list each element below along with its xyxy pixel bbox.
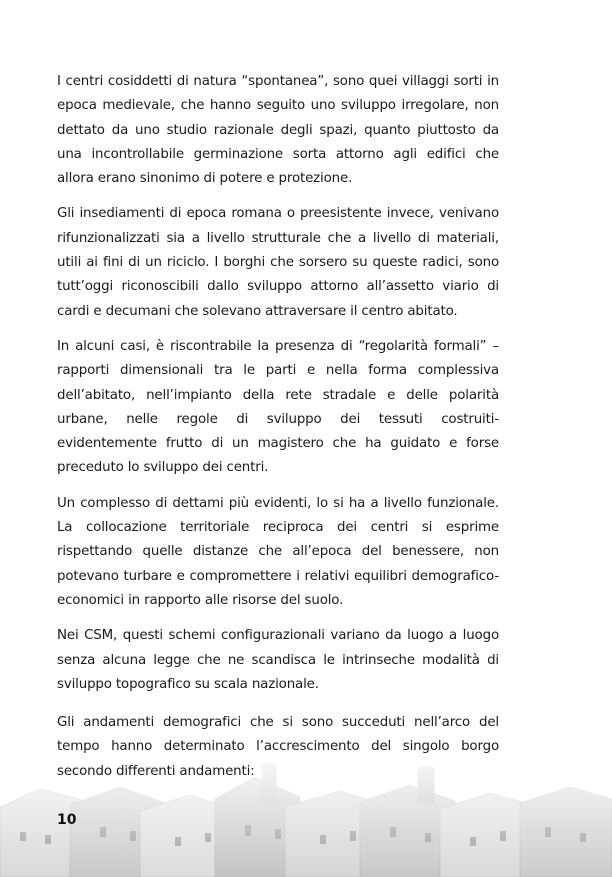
paragraph-csm-schemi: Nei CSM, questi schemi configurazionali variano da luogo a luogo senza alcuna legge che ne scandisca le intrinseche modalità di sviluppo topografico su scala nazionale. [57, 628, 499, 692]
paragraph-dettami-funzionali: Un complesso di dettami più evidenti, lo si ha a livello funzionale. La collocazione territoriale reciproca dei centri si esprime rispettando quelle distanze che all’epoca del benessere, non potevano turbare e compromettere i relativi equilibri demografico-economici in rapporto alle risorse del suolo. [57, 495, 499, 608]
paragraph-insediamenti-romani: Gli insediamenti di epoca romana o preesistente invece, venivano rifunzionalizzati sia a livello strutturale che a livello di materiali, utili ai fini di un riciclo. I borghi che sorsero su queste radici, sono tutt’oggi riconoscibili dallo sviluppo attorno all’assetto viario di cardi e decumani che solevano attraversare il centro abitato. [57, 206, 499, 319]
paragraph-andamenti-demografici: Gli andamenti demografici che si sono succeduti nell’arco del tempo hanno determinato l’accrescimento del singolo borgo secondo differenti andamenti: [57, 715, 499, 779]
paragraph-centri-spontanei: I centri cosiddetti di natura “spontanea”, sono quei villaggi sorti in epoca medievale, che hanno seguito uno sviluppo irregolare, non dettato da uno studio razionale degli spazi, quanto piuttosto da una incontrollabile germinazione sorta attorno agli edifici che allora erano sinonimo di potere e protezione. [57, 74, 499, 187]
paragraph-regolarita-formali: In alcuni casi, è riscontrabile la presenza di “regolarità formali” – rapporti dimensionali tra le parti e nella forma complessiva dell’abitato, nell’impianto della rete stradale e delle polarità urbane, nelle regole di sviluppo dei tessuti costruiti- evidentemente frutto di un magistero che ha guidato e forse preceduto lo sviluppo dei centri. [57, 338, 499, 476]
closing-text [57, 711, 499, 795]
page-number: 10 [57, 812, 77, 828]
body-text [57, 70, 499, 708]
